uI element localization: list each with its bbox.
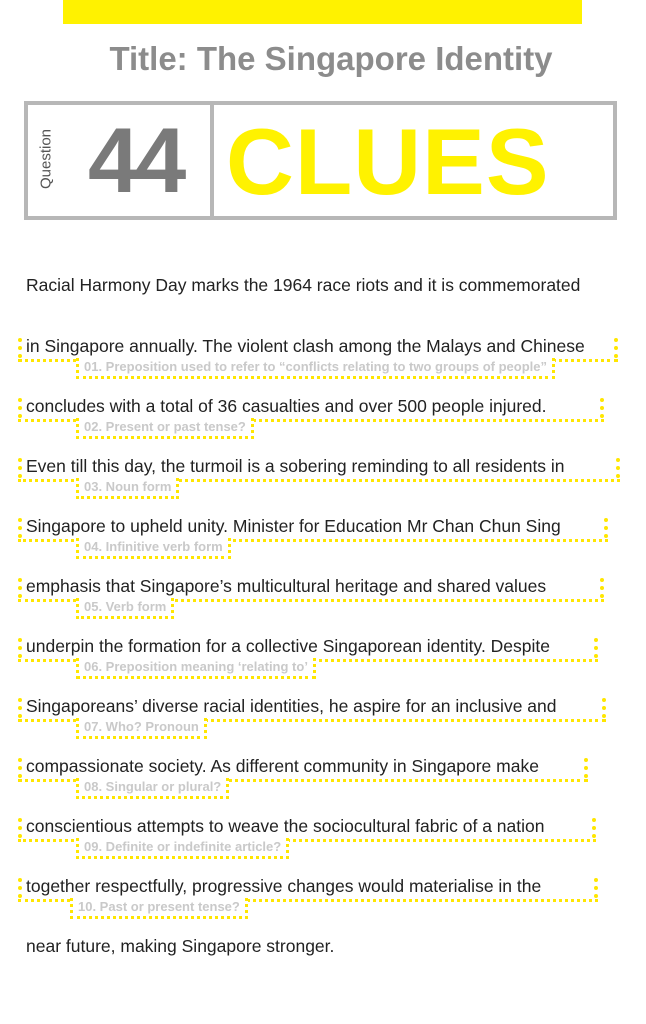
question-number: 44 — [88, 110, 183, 212]
clue-label: 04. Infinitive verb form — [76, 538, 231, 559]
dotted-marker — [584, 758, 594, 778]
dotted-marker — [604, 518, 614, 538]
passage-line-10 — [18, 878, 621, 938]
page-title: Title: The Singapore Identity — [109, 40, 553, 77]
dotted-marker — [614, 338, 624, 358]
passage-line-2 — [18, 398, 621, 458]
passage-line-6 — [18, 638, 621, 698]
dotted-marker — [594, 878, 604, 898]
passage-line-8 — [18, 758, 621, 818]
passage-line-3 — [18, 458, 621, 518]
passage-line-1 — [18, 338, 621, 398]
dotted-marker — [600, 398, 610, 418]
clue-label: 02. Present or past tense? — [76, 418, 254, 439]
clue-label: 06. Preposition meaning ‘relating to’ — [76, 658, 316, 679]
clues-heading: CLUES — [226, 109, 550, 214]
passage-first-line: Racial Harmony Day marks the 1964 race riots and it is commemorated — [26, 275, 581, 295]
passage-line-text: concludes with a total of 36 casualties and over 500 people injured. — [26, 396, 547, 416]
clue-label: 03. Noun form — [76, 478, 179, 499]
dotted-marker — [592, 818, 602, 838]
passage-line-7 — [18, 698, 621, 758]
dotted-marker — [616, 458, 626, 478]
passage-line-text: conscientious attempts to weave the sociocultural fabric of a nation — [26, 816, 545, 836]
passage-line-4 — [18, 518, 621, 578]
clue-label: 05. Verb form — [76, 598, 174, 619]
header-divider — [210, 105, 214, 216]
clue-label: 10. Past or present tense? — [70, 898, 248, 919]
passage-line-5 — [18, 578, 621, 638]
clue-label: 08. Singular or plural? — [76, 778, 229, 799]
top-accent-bar — [63, 0, 582, 24]
dotted-marker — [600, 578, 610, 598]
question-label: Question — [37, 128, 55, 190]
passage-line-text: Singapore to upheld unity. Minister for Education Mr Chan Chun Sing — [26, 516, 561, 536]
passage-line-text: compassionate society. As different community in Singapore make — [26, 756, 539, 776]
passage-line-text: together respectfully, progressive changes would materialise in the — [26, 876, 542, 896]
passage-line-text: Singaporeans’ diverse racial identities, he aspire for an inclusive and — [26, 696, 557, 716]
dotted-marker — [594, 638, 604, 658]
passage-line-9 — [18, 818, 621, 878]
clue-label: 01. Preposition used to refer to “conflicts relating to two groups of people” — [76, 358, 555, 379]
clue-label: 07. Who? Pronoun — [76, 718, 207, 739]
passage-line-text: underpin the formation for a collective Singaporean identity. Despite — [26, 636, 551, 656]
passage-line-text: Even till this day, the turmoil is a sobering reminding to all residents in — [26, 456, 565, 476]
dotted-marker — [602, 698, 612, 718]
passage-line-text: in Singapore annually. The violent clash among the Malays and Chinese — [26, 336, 585, 356]
clue-label: 09. Definite or indefinite article? — [76, 838, 289, 859]
passage-last-line: near future, making Singapore stronger. — [26, 936, 335, 956]
passage-line-text: emphasis that Singapore’s multicultural heritage and shared values — [26, 576, 547, 596]
